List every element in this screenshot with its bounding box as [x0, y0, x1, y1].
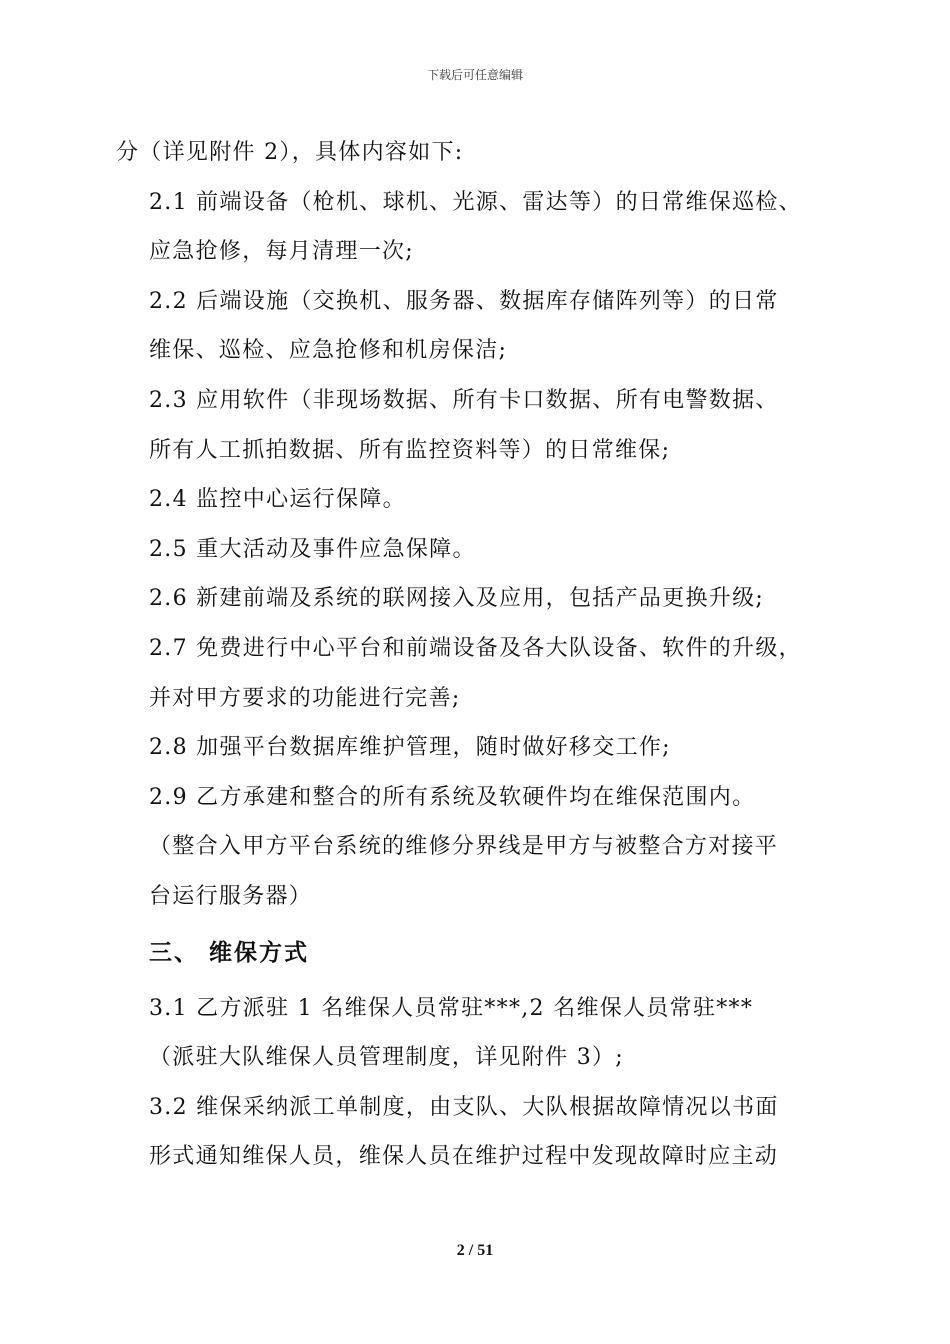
paragraph-line: 2.2 后端设施（交换机、服务器、数据库存储阵列等）的日常 [149, 288, 779, 314]
paragraph-line: 并对甲方要求的功能进行完善; [149, 685, 461, 711]
paragraph-line: 分（详见附件 2），具体内容如下: [116, 140, 464, 165]
paragraph-line: 2.5 重大活动及事件应急保障。 [149, 536, 476, 562]
paragraph-line: 2.7 免费进行中心平台和前端设备及各大队设备、软件的升级， [149, 635, 802, 661]
paragraph-line: 台运行服务器） [149, 883, 313, 909]
paragraph-line: 2.6 新建前端及系统的联网接入及应用，包括产品更换升级; [149, 586, 765, 612]
page-number: 2 / 51 [456, 1242, 494, 1259]
paragraph-line: 3.2 维保采纳派工单制度，由支队、大队根据故障情况以书面 [149, 1094, 779, 1120]
paragraph-line: 2.1 前端设备（枪机、球机、光源、雷达等）的日常维保巡检、 [149, 189, 802, 215]
paragraph-line: 3.1 乙方派驻 1 名维保人员常驻***,2 名维保人员常驻*** [149, 995, 754, 1021]
paragraph-line: 2.8 加强平台数据库维护管理，随时做好移交工作; [149, 735, 671, 761]
paragraph-line: 2.4 监控中心运行保障。 [149, 487, 406, 513]
paragraph-line: 2.3 应用软件（非现场数据、所有卡口数据、所有电警数据、 [149, 387, 779, 413]
document-body [116, 128, 846, 1182]
section-heading: 三、 维保方式 [149, 939, 310, 966]
paragraph-line: 形式通知维保人员，维保人员在维护过程中发现故障时应主动 [149, 1144, 779, 1170]
page-header: 下载后可任意编辑 [426, 68, 523, 82]
paragraph-line: 所有人工抓拍数据、所有监控资料等）的日常维保; [149, 437, 671, 463]
paragraph-line: 应急抢修，每月清理一次; [149, 239, 415, 265]
paragraph-line: （整合入甲方平台系统的维修分界线是甲方与被整合方对接平 [149, 834, 779, 860]
paragraph-line: 维保、巡检、应急抢修和机房保洁; [149, 338, 508, 364]
paragraph-line: 2.9 乙方承建和整合的所有系统及软硬件均在维保范围内。 [149, 784, 756, 810]
paragraph-line: （派驻大队维保人员管理制度，详见附件 3）; [149, 1045, 625, 1071]
